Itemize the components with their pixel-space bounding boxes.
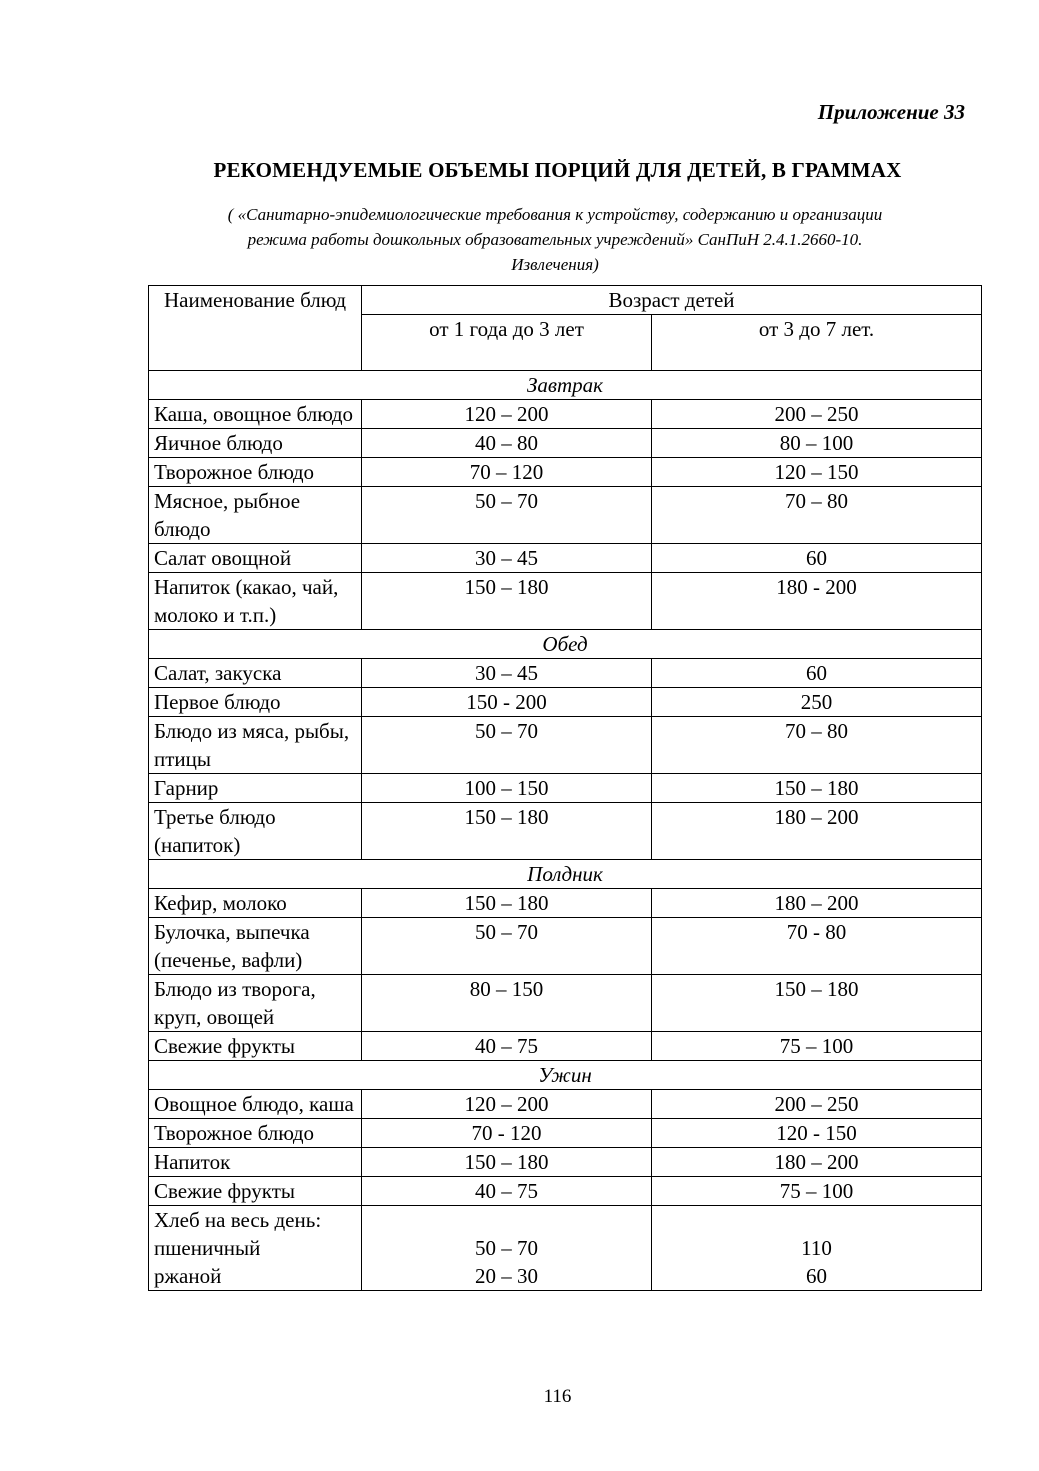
- portion-age-1-3: 150 - 200: [362, 688, 652, 717]
- table-row: [149, 458, 982, 487]
- table-row: [149, 918, 982, 975]
- table-row: [149, 400, 982, 429]
- cell-line: Хлеб на весь день:: [154, 1208, 322, 1232]
- subtitle-line: режима работы дошкольных образовательных учреждений» СанПиН 2.4.1.2660-10.: [247, 230, 863, 249]
- dish-name: Гарнир: [149, 774, 362, 803]
- dish-name: Блюдо из творога, круп, овощей: [149, 975, 362, 1032]
- section-title: Ужин: [149, 1061, 982, 1090]
- section-row: [149, 630, 982, 659]
- portion-age-3-7: 120 – 150: [652, 458, 982, 487]
- portion-age-1-3: 30 – 45: [362, 544, 652, 573]
- page-number: 116: [543, 1386, 572, 1407]
- portions-table: [148, 285, 982, 1291]
- table-row: [149, 1148, 982, 1177]
- portion-age-3-7: 250: [652, 688, 982, 717]
- cell-line: [367, 1206, 646, 1234]
- cell-line: 110: [801, 1236, 832, 1260]
- portion-age-1-3: 70 - 120: [362, 1119, 652, 1148]
- section-title: Обед: [149, 630, 982, 659]
- table-row: [149, 659, 982, 688]
- header-age-1-3: от 1 года до 3 лет: [362, 315, 652, 371]
- table-row: [149, 688, 982, 717]
- table-row: [149, 774, 982, 803]
- portion-age-3-7: 70 - 80: [652, 918, 982, 975]
- portion-age-3-7: 75 – 100: [652, 1177, 982, 1206]
- cell-line: ржаной: [154, 1264, 222, 1288]
- portion-age-1-3: 40 – 75: [362, 1177, 652, 1206]
- dish-name: Мясное, рыбное блюдо: [149, 487, 362, 544]
- portion-age-3-7: 80 – 100: [652, 429, 982, 458]
- portion-age-3-7: 150 – 180: [652, 774, 982, 803]
- cell-line: 50 – 70: [475, 1236, 538, 1260]
- portion-age-1-3: 30 – 45: [362, 659, 652, 688]
- subtitle-line: ( «Санитарно-эпидемиологические требования к устройству, содержанию и организации: [227, 205, 883, 224]
- portion-age-1-3: 40 – 80: [362, 429, 652, 458]
- portion-age-3-7: 70 – 80: [652, 487, 982, 544]
- portion-age-1-3: 150 – 180: [362, 573, 652, 630]
- section-title: Полдник: [149, 860, 982, 889]
- portion-age-3-7: 180 – 200: [652, 1148, 982, 1177]
- document-subtitle: [130, 202, 980, 277]
- document-title: РЕКОМЕНДУЕМЫЕ ОБЪЕМЫ ПОРЦИЙ ДЛЯ ДЕТЕЙ, В ГРАММАХ: [213, 158, 902, 182]
- dish-name: Свежие фрукты: [149, 1032, 362, 1061]
- portion-age-3-7: 60: [652, 659, 982, 688]
- table-row: [149, 717, 982, 774]
- portion-age-3-7: [652, 1206, 982, 1291]
- section-title: Завтрак: [149, 371, 982, 400]
- portion-age-1-3: 70 – 120: [362, 458, 652, 487]
- portion-age-3-7: 60: [652, 544, 982, 573]
- section-row: [149, 371, 982, 400]
- portion-age-1-3: 120 – 200: [362, 1090, 652, 1119]
- dish-name: Напиток (какао, чай, молоко и т.п.): [149, 573, 362, 630]
- header-age-3-7: от 3 до 7 лет.: [652, 315, 982, 371]
- portion-age-1-3: [362, 1206, 652, 1291]
- table-row: [149, 889, 982, 918]
- cell-line: [657, 1206, 976, 1234]
- portion-age-1-3: 80 – 150: [362, 975, 652, 1032]
- portion-age-1-3: 50 – 70: [362, 487, 652, 544]
- section-row: [149, 1061, 982, 1090]
- cell-line: пшеничный: [154, 1236, 261, 1260]
- dish-name: Кефир, молоко: [149, 889, 362, 918]
- table-row: [149, 1032, 982, 1061]
- table-row: [149, 573, 982, 630]
- dish-name: Яичное блюдо: [149, 429, 362, 458]
- portion-age-3-7: 180 – 200: [652, 803, 982, 860]
- portion-age-3-7: 120 - 150: [652, 1119, 982, 1148]
- portion-age-3-7: 180 – 200: [652, 889, 982, 918]
- dish-name: Творожное блюдо: [149, 458, 362, 487]
- dish-name: Творожное блюдо: [149, 1119, 362, 1148]
- portion-age-3-7: 200 – 250: [652, 1090, 982, 1119]
- portion-age-3-7: 70 – 80: [652, 717, 982, 774]
- portion-age-3-7: 200 – 250: [652, 400, 982, 429]
- cell-line: 60: [806, 1264, 827, 1288]
- section-row: [149, 860, 982, 889]
- dish-name: Свежие фрукты: [149, 1177, 362, 1206]
- portion-age-1-3: 50 – 70: [362, 717, 652, 774]
- portion-age-1-3: 40 – 75: [362, 1032, 652, 1061]
- table-row: [149, 1090, 982, 1119]
- portion-age-1-3: 50 – 70: [362, 918, 652, 975]
- dish-name: Овощное блюдо, каша: [149, 1090, 362, 1119]
- header-age-group: Возраст детей: [362, 286, 982, 315]
- portion-age-1-3: 100 – 150: [362, 774, 652, 803]
- portion-age-3-7: 75 – 100: [652, 1032, 982, 1061]
- header-dish-name: Наименование блюд: [149, 286, 362, 371]
- dish-name: Булочка, выпечка (печенье, вафли): [149, 918, 362, 975]
- portion-age-1-3: 150 – 180: [362, 803, 652, 860]
- table-row: [149, 429, 982, 458]
- table-row: [149, 487, 982, 544]
- table-row: [149, 975, 982, 1032]
- table-row: [149, 803, 982, 860]
- portion-age-3-7: 180 - 200: [652, 573, 982, 630]
- dish-name: Каша, овощное блюдо: [149, 400, 362, 429]
- dish-name: Салат, закуска: [149, 659, 362, 688]
- dish-name: [149, 1206, 362, 1291]
- appendix-label: Приложение 33: [817, 100, 965, 124]
- portion-age-1-3: 120 – 200: [362, 400, 652, 429]
- subtitle-line: Извлечения): [511, 255, 599, 274]
- dish-name: Напиток: [149, 1148, 362, 1177]
- portion-age-3-7: 150 – 180: [652, 975, 982, 1032]
- dish-name: Салат овощной: [149, 544, 362, 573]
- bread-row: [149, 1206, 982, 1291]
- dish-name: Первое блюдо: [149, 688, 362, 717]
- table-row: [149, 544, 982, 573]
- portion-age-1-3: 150 – 180: [362, 1148, 652, 1177]
- cell-line: 20 – 30: [475, 1264, 538, 1288]
- dish-name: Блюдо из мяса, рыбы, птицы: [149, 717, 362, 774]
- table-row: [149, 1119, 982, 1148]
- portion-age-1-3: 150 – 180: [362, 889, 652, 918]
- table-header-row: [149, 286, 982, 315]
- table-row: [149, 1177, 982, 1206]
- dish-name: Третье блюдо (напиток): [149, 803, 362, 860]
